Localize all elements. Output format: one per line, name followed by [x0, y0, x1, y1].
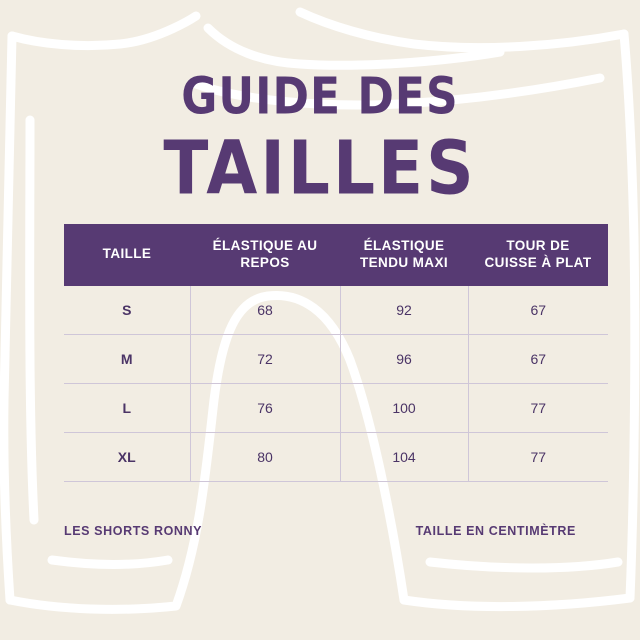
- cell-size: XL: [64, 432, 190, 481]
- table-header: [64, 224, 608, 286]
- table-body: [64, 286, 608, 482]
- cell-size: S: [64, 286, 190, 335]
- size-table: [64, 224, 608, 482]
- cell-elastique-tendu: 96: [340, 334, 468, 383]
- footer-unit-note: TAILLE EN CENTIMÈTRE: [415, 524, 576, 538]
- table-row: [64, 334, 608, 383]
- table-row: [64, 432, 608, 481]
- cell-elastique-repos: 68: [190, 286, 340, 335]
- title-line-2: TAILLES: [163, 125, 477, 212]
- cell-size: M: [64, 334, 190, 383]
- page-title: [0, 67, 640, 212]
- cell-elastique-repos: 72: [190, 334, 340, 383]
- cell-tour-cuisse: 77: [468, 383, 608, 432]
- cell-tour-cuisse: 77: [468, 432, 608, 481]
- title-line-1: GUIDE DES: [181, 67, 459, 127]
- table-header-row: [64, 224, 608, 286]
- column-header-elastique-repos: [190, 224, 340, 286]
- table-row: [64, 286, 608, 335]
- cell-elastique-repos: 80: [190, 432, 340, 481]
- column-header-elastique-repos-line2: REPOS: [240, 254, 290, 270]
- column-header-tour-cuisse: [468, 224, 608, 286]
- column-header-taille: [64, 224, 190, 286]
- cell-elastique-repos: 76: [190, 383, 340, 432]
- table-row: [64, 383, 608, 432]
- column-header-tour-cuisse-line1: TOUR DE: [506, 238, 570, 253]
- column-header-tour-cuisse-line2: CUISSE À PLAT: [484, 254, 592, 270]
- size-table-container: [64, 224, 592, 482]
- cell-size: L: [64, 383, 190, 432]
- cell-tour-cuisse: 67: [468, 334, 608, 383]
- column-header-taille-line1: TAILLE: [102, 246, 152, 262]
- cell-elastique-tendu: 104: [340, 432, 468, 481]
- column-header-elastique-tendu: [340, 224, 468, 286]
- footer-brand: LES SHORTS RONNY: [64, 524, 203, 538]
- cell-elastique-tendu: 100: [340, 383, 468, 432]
- cell-tour-cuisse: 67: [468, 286, 608, 335]
- footer: [64, 524, 576, 538]
- cell-elastique-tendu: 92: [340, 286, 468, 335]
- column-header-elastique-tendu-line2: TENDU MAXI: [360, 254, 448, 270]
- column-header-elastique-tendu-line1: ÉLASTIQUE: [363, 238, 445, 253]
- column-header-elastique-repos-line1: ÉLASTIQUE AU: [212, 238, 318, 253]
